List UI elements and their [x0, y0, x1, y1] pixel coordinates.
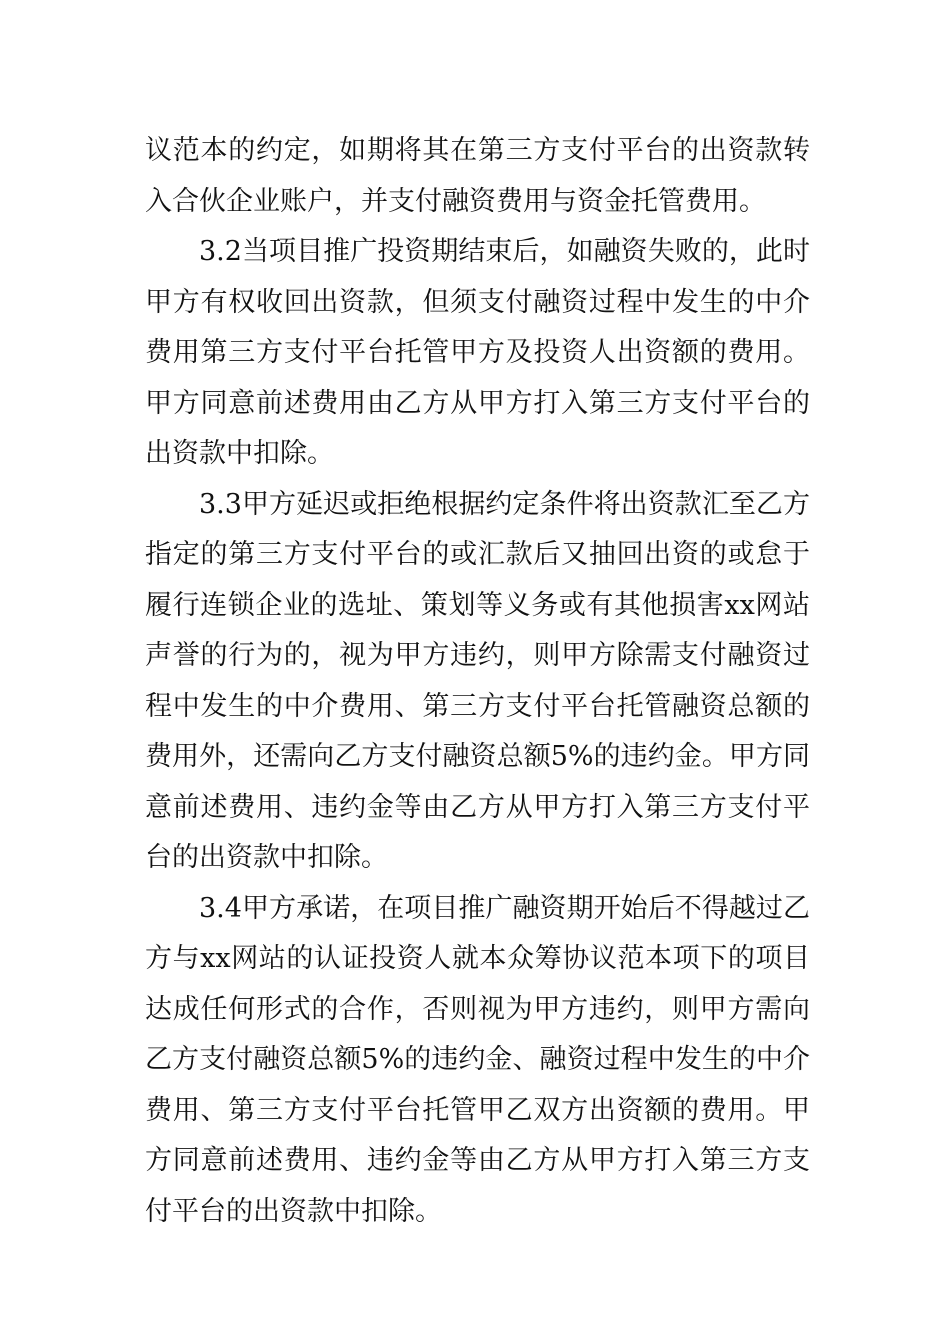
document-body: [145, 126, 810, 1237]
paragraph-clause-3-4: 3.4甲方承诺，在项目推广融资期开始后不得越过乙方与xx网站的认证投资人就本众筹协议范本项下的项目达成任何形式的合作，否则视为甲方违约，则甲方需向乙方支付融资总额5%的违约金、融资过程中发生的中介费用、第三方支付平台托管甲乙双方出资额的费用。甲方同意前述费用、违约金等由乙方从甲方打入第三方支付平台的出资款中扣除。: [145, 892, 810, 1227]
paragraph-continuation: 议范本的约定，如期将其在第三方支付平台的出资款转入合伙企业账户，并支付融资费用与资金托管费用。: [145, 135, 810, 217]
paragraph-clause-3-3: 3.3甲方延迟或拒绝根据约定条件将出资款汇至乙方指定的第三方支付平台的或汇款后又抽回出资的或怠于履行连锁企业的选址、策划等义务或有其他损害xx网站声誉的行为的，视为甲方违约，则甲方除需支付融资过程中发生的中介费用、第三方支付平台托管融资总额的费用外，还需向乙方支付融资总额5%的违约金。甲方同意前述费用、违约金等由乙方从甲方打入第三方支付平台的出资款中扣除。: [145, 488, 810, 873]
paragraph-clause-3-2: 3.2当项目推广投资期结束后，如融资失败的，此时甲方有权收回出资款，但须支付融资过程中发生的中介费用第三方支付平台托管甲方及投资人出资额的费用。甲方同意前述费用由乙方从甲方打入第三方支付平台的出资款中扣除。: [145, 236, 810, 469]
